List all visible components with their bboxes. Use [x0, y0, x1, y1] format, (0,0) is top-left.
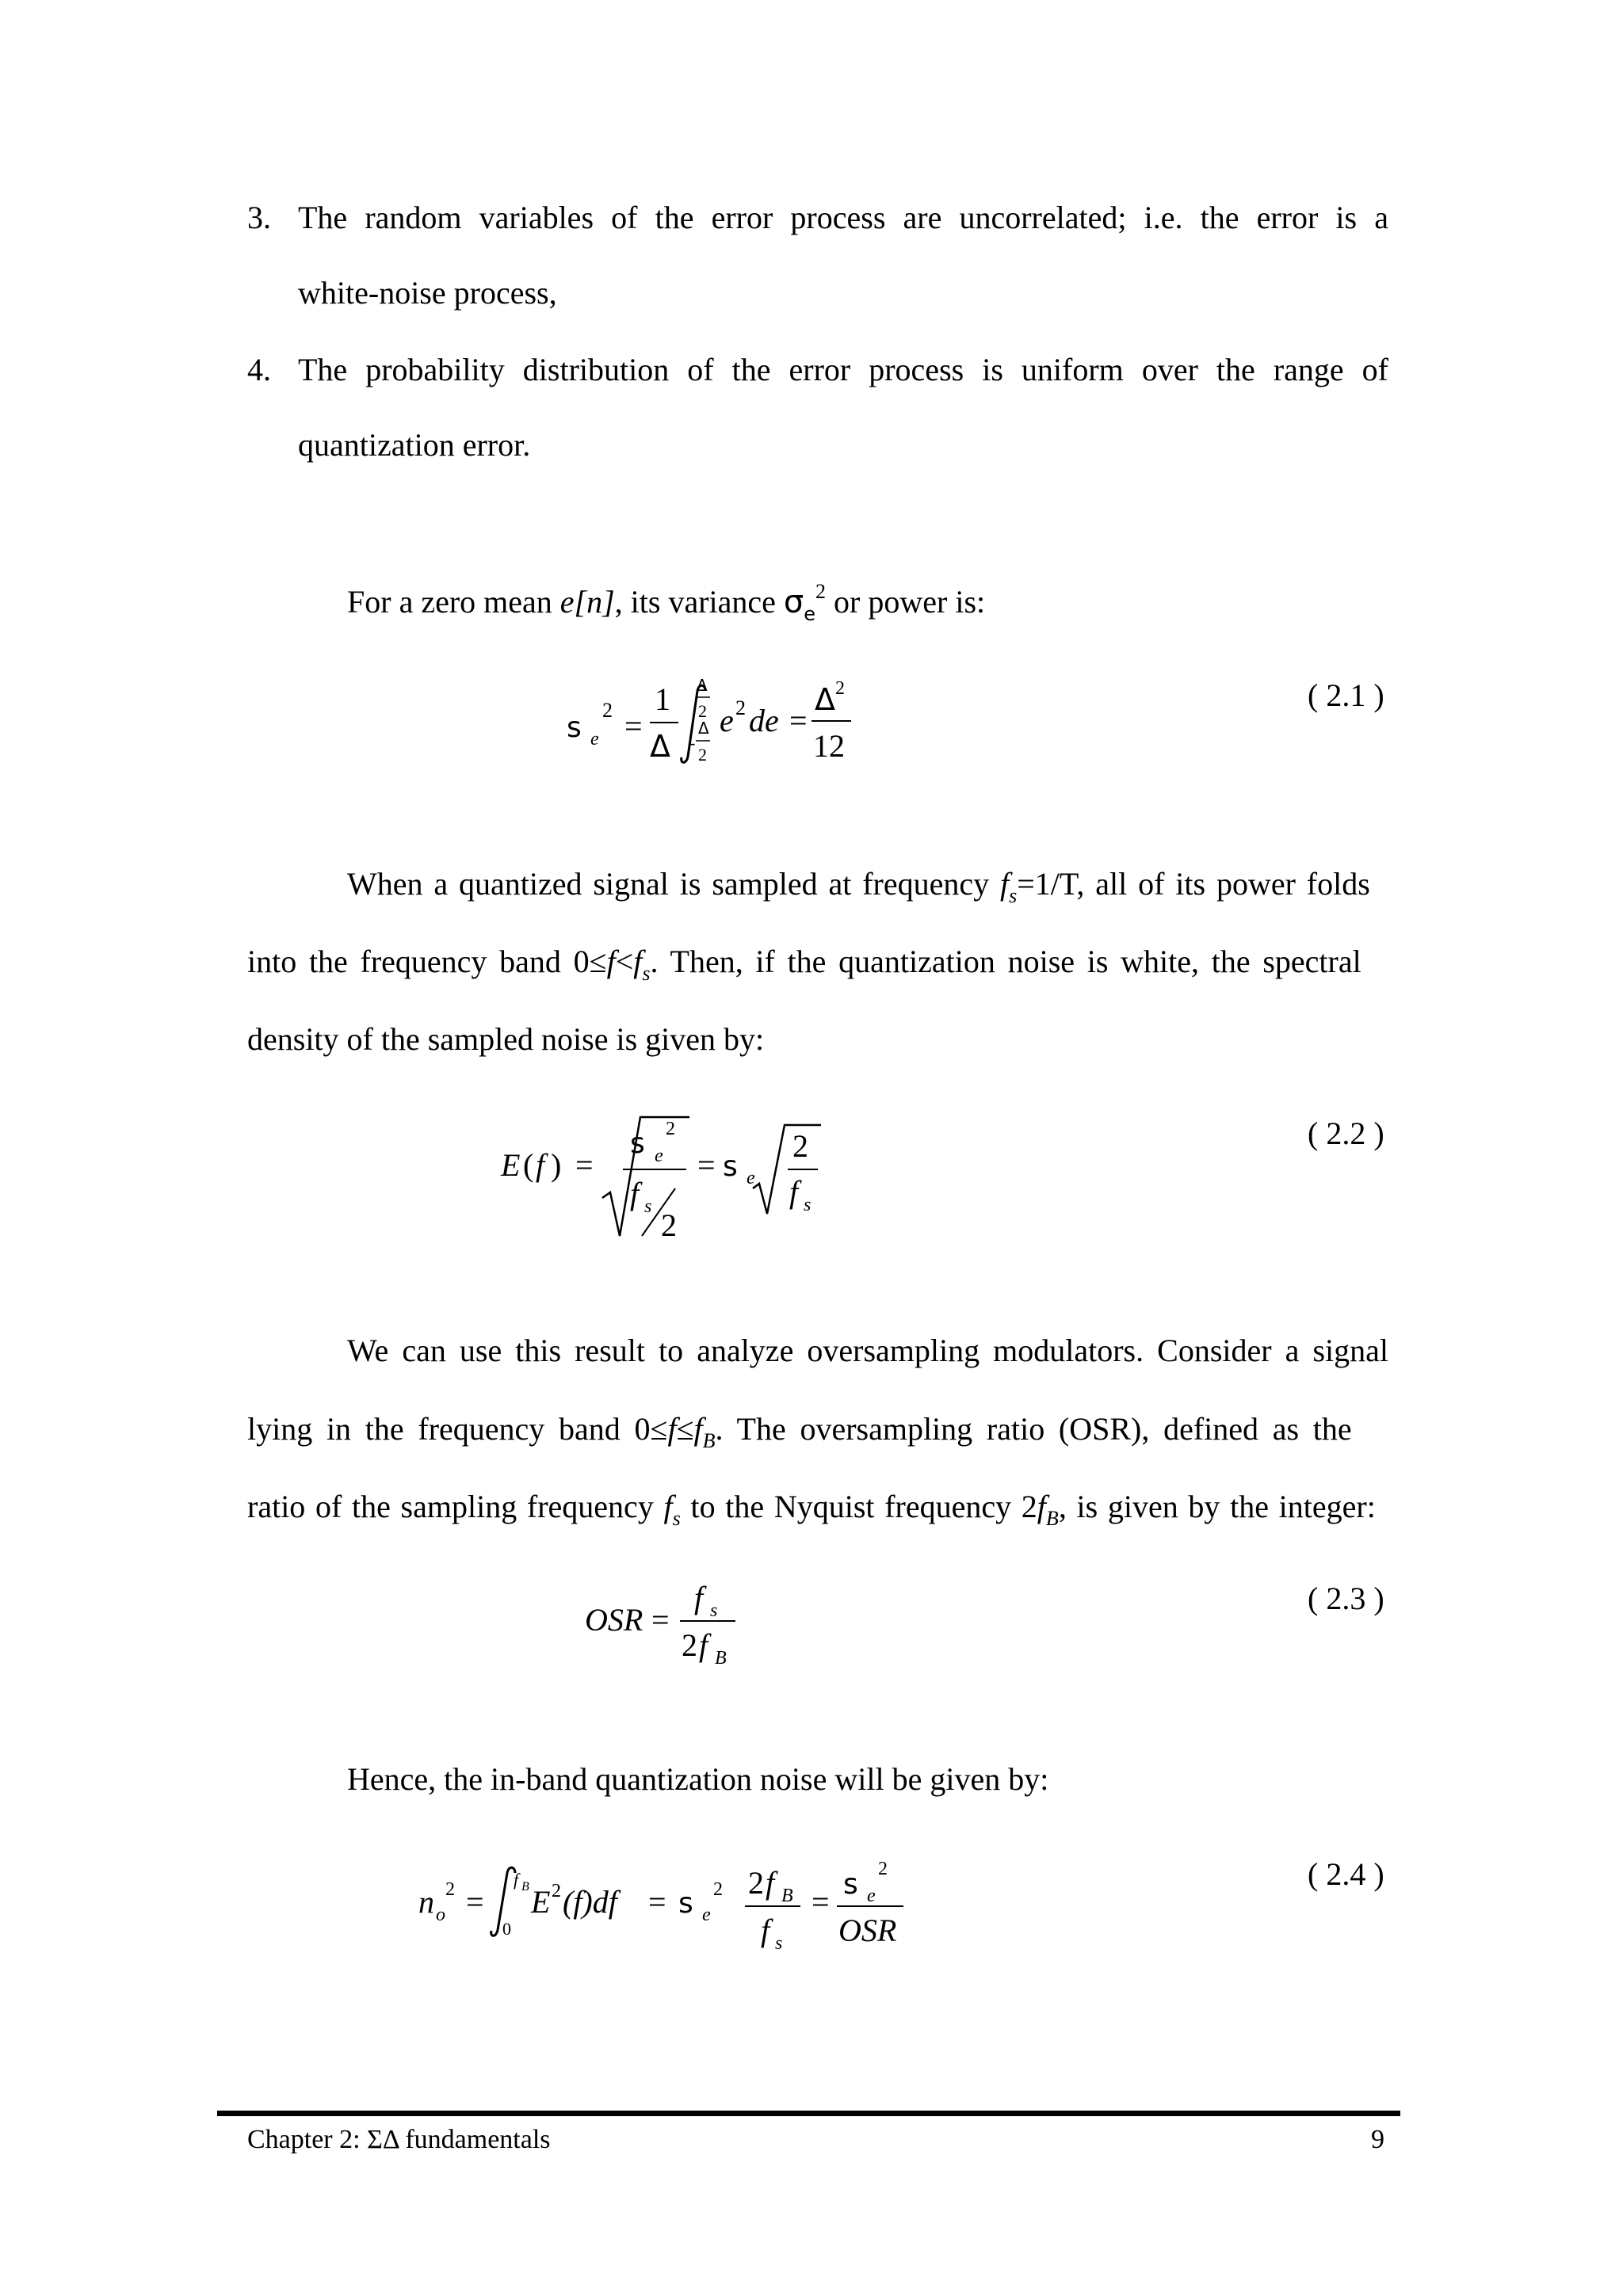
eq1-upper-den: 2	[698, 701, 707, 721]
eq2-lhs-f: f	[536, 1147, 545, 1183]
list-item-3-number: 3.	[247, 200, 271, 235]
eq2-lhs-paren-open: (	[523, 1147, 534, 1183]
fb-sub: B	[702, 1429, 716, 1452]
eq3-den-2: 2	[682, 1627, 697, 1663]
eq1-integrand-sup: 2	[735, 696, 746, 719]
footer-chapter: Chapter 2: ΣΔ fundamentals	[247, 2125, 551, 2154]
eq4-equals-3: =	[812, 1884, 830, 1920]
eq1-integrand: e	[720, 703, 734, 738]
eq2-lhs-E: E	[501, 1147, 521, 1183]
eq2-den-2: 2	[661, 1207, 677, 1243]
list-item-3-line-2: white-noise process,	[298, 275, 557, 311]
eq1-lhs-sub: e	[590, 729, 599, 749]
eq3-den-f: f	[699, 1627, 708, 1663]
eq2-mid-sub: e	[747, 1168, 755, 1188]
eq3-lhs: OSR	[585, 1602, 643, 1638]
eq1-frac-den: Δ	[650, 729, 670, 764]
eq2-rhs-den-f: f	[789, 1174, 799, 1210]
eq4-frac2-den: OSR	[838, 1913, 897, 1948]
fs-sub: s	[1009, 884, 1018, 907]
text-span: . The oversampling ratio (OSR), defined as the	[715, 1411, 1352, 1447]
paragraph-sampling-line-3: density of the sampled noise is given by:	[247, 1021, 765, 1057]
eq1-rhs-den: 12	[813, 728, 845, 764]
eq4-lhs-sup: 2	[445, 1879, 455, 1900]
equation-number-2-1: ( 2.1 )	[1308, 677, 1384, 713]
list-item-4-line-1: The probability distribution of the error process is uniform over the range of	[298, 352, 1388, 387]
eq4-frac2-num-sup: 2	[878, 1859, 888, 1879]
fs-var: f	[1000, 866, 1010, 902]
eq4-E: E	[531, 1884, 551, 1920]
eq2-lhs-paren-close: )	[551, 1147, 562, 1183]
eq1-frac-num: 1	[655, 681, 670, 717]
lt-sign: <	[615, 944, 634, 979]
paragraph-inband-noise: Hence, the in-band quantization noise will be given by:	[347, 1761, 1049, 1797]
text-span: When a quantized signal is sampled at frequency	[347, 866, 1000, 902]
eq2-num-sub: e	[655, 1146, 663, 1166]
equation-number-2-3: ( 2.3 )	[1308, 1581, 1384, 1616]
equation-number-2-2: ( 2.2 )	[1308, 1116, 1384, 1151]
text-span: , its variance	[614, 584, 784, 620]
text-span: For a zero mean	[347, 584, 560, 620]
eq4-E-sup: 2	[552, 1881, 561, 1901]
variable-en: e[n]	[559, 584, 615, 620]
fb-var: f	[693, 1411, 703, 1447]
text-span: or power is:	[826, 584, 986, 620]
text-span: ratio of the sampling frequency	[247, 1489, 664, 1524]
eq1-lower-minus: -	[689, 733, 696, 753]
eq1-lower-den: 2	[698, 745, 707, 765]
eq3-den-sub: B	[715, 1648, 727, 1669]
eq2-mid-s: s	[723, 1150, 738, 1183]
fb-sub: B	[1045, 1507, 1059, 1530]
eq4-paren-fdf: (f)df	[563, 1884, 617, 1920]
text-span: =1/T, all of its power folds	[1017, 866, 1370, 902]
f-var: f	[667, 1411, 677, 1447]
eq1-lower-num: Δ	[698, 719, 709, 738]
eq4-frac1-den-f: f	[761, 1913, 770, 1948]
f-var: f	[606, 944, 616, 979]
eq1-de: de	[749, 703, 779, 738]
eq4-lhs-sub: o	[436, 1905, 445, 1925]
text-span: to the Nyquist frequency 2	[680, 1489, 1037, 1524]
fs-var: f	[663, 1489, 673, 1524]
eq1-equals-2: =	[789, 703, 808, 738]
eq4-equals-2: =	[648, 1884, 666, 1920]
eq2-rhs-den-sub: s	[804, 1195, 812, 1215]
fs-sub: s	[672, 1507, 681, 1530]
eq2-equals: =	[575, 1147, 594, 1183]
list-item-4-line-2: quantization error.	[298, 427, 531, 463]
list-item-4-number: 4.	[247, 352, 271, 387]
eq2-equals-2: =	[697, 1147, 716, 1183]
eq4-frac2-num-sub: e	[867, 1886, 876, 1906]
fs-sub: s	[642, 962, 651, 985]
text-span: . Then, if the quantization noise is white, the spectral	[650, 944, 1361, 979]
sigma-superscript: 2	[815, 580, 827, 603]
eq3-equals: =	[651, 1602, 670, 1638]
equation-number-2-4: ( 2.4 )	[1308, 1856, 1384, 1892]
eq1-upper-num: Δ	[697, 676, 708, 695]
footer-rule	[217, 2111, 1400, 2116]
fs-var: f	[633, 944, 643, 979]
eq4-frac1-num-f: f	[766, 1865, 775, 1901]
eq4-int-upper-sub: B	[521, 1880, 529, 1894]
eq1-rhs-num: Δ	[815, 682, 835, 717]
eq1-rhs-num-sup: 2	[835, 678, 845, 699]
eq1-lhs-s: s	[567, 711, 582, 744]
footer-page-number: 9	[1371, 2125, 1384, 2154]
sigma-symbol: σ	[783, 584, 804, 620]
eq4-s-sup: 2	[713, 1879, 723, 1900]
eq2-den-f: f	[630, 1176, 640, 1211]
list-item-3-line-1: The random variables of the error process are uncorrelated; i.e. the error is a	[298, 200, 1388, 235]
eq4-lhs-n: n	[418, 1884, 434, 1920]
eq4-int-lower: 0	[502, 1919, 511, 1939]
eq2-rhs-num: 2	[792, 1128, 808, 1164]
sigma-subscript: e	[804, 603, 816, 625]
text-span: , is given by the integer:	[1058, 1489, 1376, 1524]
eq4-int-upper-f: f	[514, 1870, 519, 1890]
eq4-frac1-den-sub: s	[775, 1933, 783, 1954]
eq2-den-f-sub: s	[644, 1196, 652, 1217]
eq3-num-sub: s	[710, 1600, 718, 1621]
eq2-num-sup: 2	[666, 1119, 675, 1139]
eq4-equals: =	[466, 1884, 484, 1920]
text-span: into the frequency band 0≤	[247, 944, 607, 979]
eq1-lhs-sup: 2	[602, 699, 613, 722]
paragraph-osr-line-1: We can use this result to analyze oversampling modulators. Consider a signal	[347, 1333, 1388, 1368]
eq4-frac1-num-2: 2	[748, 1865, 764, 1901]
eq3-num-f: f	[694, 1580, 704, 1615]
eq4-s: s	[678, 1887, 693, 1920]
eq4-frac2-num-s: s	[843, 1868, 858, 1901]
le-sign: ≤	[676, 1411, 694, 1447]
fb-var: f	[1037, 1489, 1046, 1524]
eq2-num-s: s	[630, 1127, 645, 1160]
eq4-s-sub: e	[702, 1905, 711, 1925]
text-span: lying in the frequency band 0≤	[247, 1411, 668, 1447]
eq1-equals: =	[624, 708, 643, 744]
eq4-frac1-num-sub: B	[781, 1886, 793, 1906]
